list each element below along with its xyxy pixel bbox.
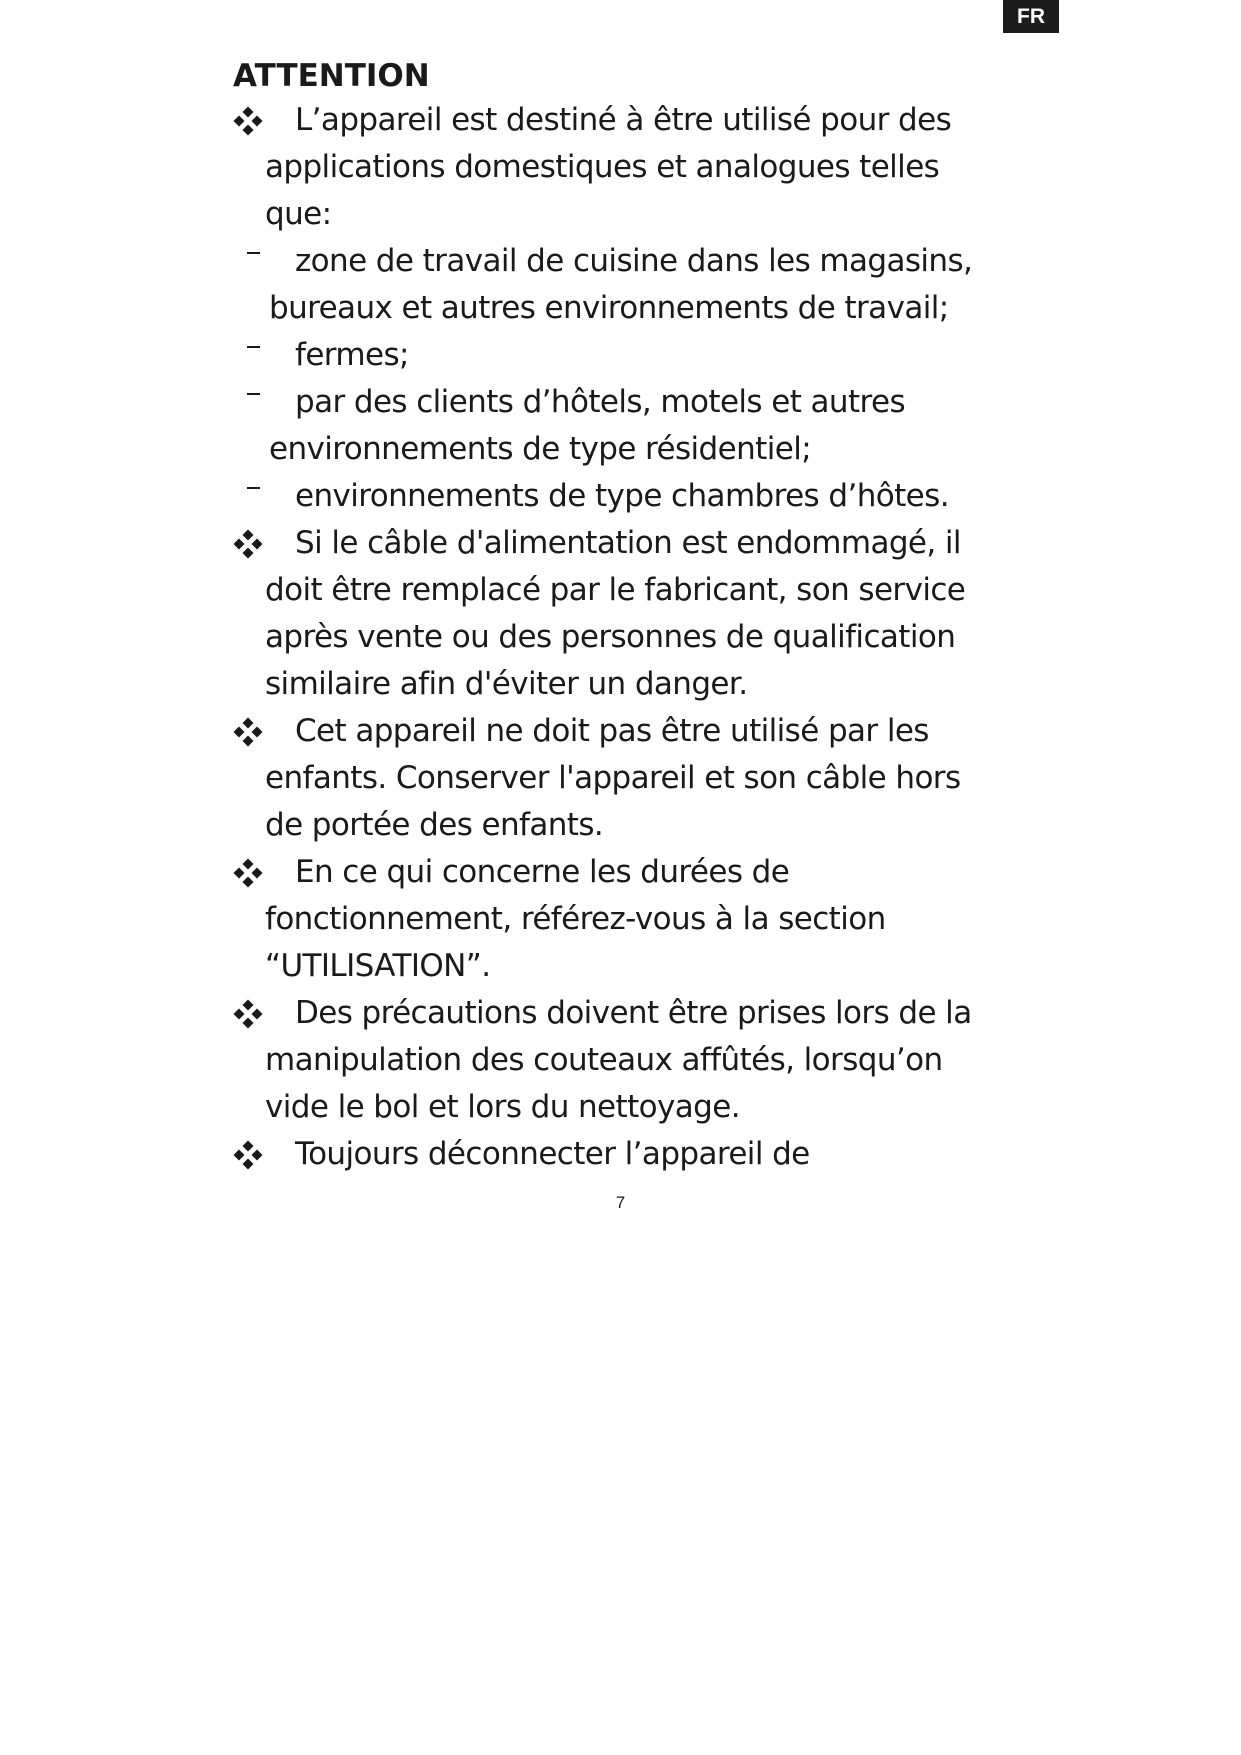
language-badge: FR bbox=[1003, 0, 1059, 33]
list-item-text: Cet appareil ne doit pas être utilisé par les bbox=[295, 713, 929, 749]
dash-list-item bbox=[233, 332, 1013, 379]
bullet-list-item bbox=[233, 708, 1013, 849]
four-diamond-bullet-icon bbox=[233, 1140, 263, 1170]
list-item-text: environnements de type chambres d’hôtes. bbox=[295, 478, 949, 514]
list-item-line bbox=[233, 144, 1013, 191]
list-item-line bbox=[233, 896, 1013, 943]
dash-bullet-icon bbox=[247, 393, 260, 395]
list-item-text: vide le bol et lors du nettoyage. bbox=[265, 1089, 740, 1125]
four-diamond-bullet-icon bbox=[233, 858, 263, 888]
bullet-list-item bbox=[233, 990, 1013, 1131]
page-number: 7 bbox=[615, 1193, 626, 1212]
list-item-line bbox=[233, 97, 1013, 144]
four-diamond-bullet-icon bbox=[233, 529, 263, 559]
list-item-text: fermes; bbox=[295, 337, 409, 373]
four-diamond-bullet-icon bbox=[233, 106, 263, 136]
dash-list-item bbox=[233, 238, 1013, 332]
list-item-line bbox=[233, 379, 1013, 426]
four-diamond-bullet-icon bbox=[233, 717, 263, 747]
dash-list-item bbox=[233, 379, 1013, 473]
list-item-line bbox=[233, 567, 1013, 614]
list-item-text: de portée des enfants. bbox=[265, 807, 604, 843]
list-item-line bbox=[233, 614, 1013, 661]
bullet-list-item bbox=[233, 97, 1013, 238]
list-item-line bbox=[233, 990, 1013, 1037]
list-item-line bbox=[233, 1084, 1013, 1131]
list-item-line bbox=[233, 332, 1013, 379]
list-item-line bbox=[233, 1131, 1013, 1178]
list-item-line bbox=[233, 191, 1013, 238]
list-item-text: après vente ou des personnes de qualification bbox=[265, 619, 956, 655]
list-item-line bbox=[233, 238, 1013, 285]
list-item-text: que: bbox=[265, 196, 332, 232]
list-item-text: similaire afin d'éviter un danger. bbox=[265, 666, 748, 702]
list-item-text: zone de travail de cuisine dans les magasins, bbox=[295, 243, 973, 279]
list-item-line bbox=[233, 1037, 1013, 1084]
list-item-text: enfants. Conserver l'appareil et son câble hors bbox=[265, 760, 961, 796]
list-item-text: Si le câble d'alimentation est endommagé, il bbox=[295, 525, 961, 561]
list-item-text: En ce qui concerne les durées de bbox=[295, 854, 790, 890]
list-item-line bbox=[233, 849, 1013, 896]
list-item-text: L’appareil est destiné à être utilisé pour des bbox=[295, 102, 952, 138]
list-item-line bbox=[233, 661, 1013, 708]
list-item-text: applications domestiques et analogues telles bbox=[265, 149, 940, 185]
list-item-line bbox=[233, 943, 1013, 990]
bullet-list-item bbox=[233, 1131, 1013, 1178]
list-item-text: “UTILISATION”. bbox=[265, 948, 491, 984]
list-item-text: Toujours déconnecter l’appareil de bbox=[295, 1136, 810, 1172]
list-item-text: manipulation des couteaux affûtés, lorsqu’on bbox=[265, 1042, 943, 1078]
list-item-line bbox=[233, 755, 1013, 802]
dash-bullet-icon bbox=[247, 487, 260, 489]
dash-bullet-icon bbox=[247, 252, 260, 254]
list-item-text: fonctionnement, référez-vous à la section bbox=[265, 901, 886, 937]
dash-list-item bbox=[233, 473, 1013, 520]
bullet-list-item bbox=[233, 520, 1013, 708]
four-diamond-bullet-icon bbox=[233, 999, 263, 1029]
section-title: ATTENTION bbox=[233, 58, 430, 94]
list-item-line bbox=[233, 708, 1013, 755]
bullet-list-item bbox=[233, 849, 1013, 990]
list-item-text: environnements de type résidentiel; bbox=[269, 431, 812, 467]
document-body bbox=[233, 55, 1013, 1178]
list-item-text: par des clients d’hôtels, motels et autres bbox=[295, 384, 905, 420]
list-item-text: doit être remplacé par le fabricant, son service bbox=[265, 572, 966, 608]
list-item-text: Des précautions doivent être prises lors de la bbox=[295, 995, 972, 1031]
list-item-line bbox=[233, 473, 1013, 520]
instruction-list bbox=[233, 97, 1013, 1178]
list-item-line bbox=[233, 426, 1013, 473]
list-item-line bbox=[233, 520, 1013, 567]
list-item-line bbox=[233, 802, 1013, 849]
dash-bullet-icon bbox=[247, 346, 260, 348]
list-item-line bbox=[233, 285, 1013, 332]
list-item-text: bureaux et autres environnements de travail; bbox=[269, 290, 949, 326]
